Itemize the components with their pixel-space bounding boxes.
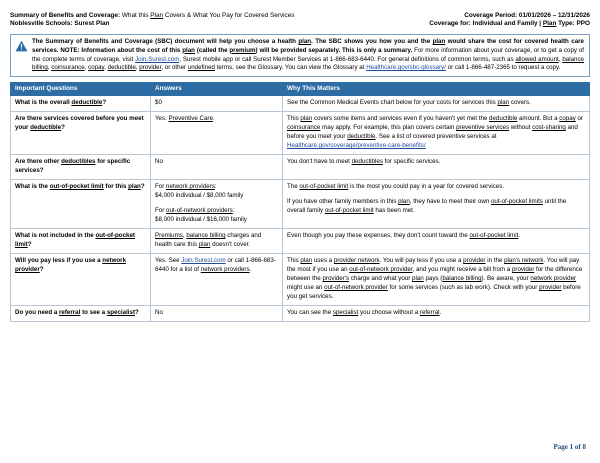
table-row (11, 96, 590, 112)
a4-a3: doesn't cover. (210, 240, 251, 248)
a4-a1: , (182, 231, 187, 239)
provider-term-3[interactable]: provider (539, 283, 562, 291)
question-overall-deductible (11, 96, 151, 112)
out-of-pocket-limits-term[interactable]: out-of-pocket limits (490, 197, 543, 205)
plan-term-2[interactable]: plan (432, 37, 446, 45)
w5-a4: in the (485, 256, 505, 264)
q1-pre: Are there services covered before you meet your (15, 115, 144, 132)
w3-p2-a1: If you have other family members in this (287, 197, 399, 205)
deductible-term[interactable]: deductible (30, 124, 62, 132)
why-not-included-oop (283, 228, 590, 253)
preventive-services-term[interactable]: preventive services (456, 124, 510, 132)
balance-billing-term[interactable]: balance billing (32, 55, 584, 72)
plan-term[interactable]: plan (398, 197, 410, 205)
q5-pre: Will you pay less if you use a (15, 256, 103, 264)
referral-term[interactable]: referral (419, 308, 440, 316)
table-header-row (11, 83, 590, 96)
coverage-period: Coverage Period: 01/01/2026 – 12/31/2026 (464, 12, 590, 19)
a3-l4: $8,000 individual / $16,000 family (155, 215, 247, 223)
plan-term-2[interactable]: plan (412, 274, 424, 282)
w5-a11: might use an (287, 283, 325, 291)
q5-post: ? (39, 265, 44, 273)
document-title-line (10, 12, 295, 20)
w5-a7: for the difference between the (287, 265, 583, 282)
coinsurance-term[interactable]: coinsurance (287, 124, 321, 132)
plan-term[interactable]: plan (128, 182, 141, 190)
network-provider-term[interactable]: network provider (15, 256, 127, 273)
a1-pre: Yes. (155, 115, 169, 123)
coverage-for-line (429, 20, 590, 28)
table-row (11, 228, 590, 253)
document-title-rest-2: Covers & What You Pay for Covered Services (163, 12, 295, 19)
w0-post: covers. (509, 99, 531, 107)
notice-seg-4: (called the (194, 46, 230, 54)
w2-post: for specific services. (382, 158, 441, 166)
premiums-term[interactable]: Premiums (155, 231, 183, 239)
referral-term[interactable]: referral (59, 308, 81, 316)
document-title: Summary of Benefits and Coverage: (10, 12, 121, 19)
undefined-term[interactable]: undefined (187, 64, 215, 72)
w1-a2: covers some items and services even if you haven't yet met the (312, 115, 490, 123)
q3-post: ? (140, 182, 145, 190)
a3-l1-post: : (214, 182, 217, 190)
provider-network-term[interactable]: provider network (333, 256, 380, 264)
provider-term[interactable]: provider (139, 64, 162, 72)
plan-term[interactable]: plan (300, 256, 313, 264)
out-of-network-provider-term-2[interactable]: out-of-network provider (324, 283, 388, 291)
page-number: Page 1 of 8 (553, 443, 586, 451)
column-header-why-this-matters: Why This Matters (283, 83, 590, 96)
coverage-for-suffix: Type: PPO (556, 20, 590, 28)
notice-seg-7: , Surest mobile app or call Surest Member Services at 1-866-683-6440. For general definitions of common terms, such as (179, 55, 516, 63)
w5-a5: . You will pay the most if you use an (287, 256, 580, 273)
coinsurance-term[interactable]: coinsurance (51, 64, 85, 72)
glossary-link[interactable]: Healthcare.gov/sbc-glossary/ (366, 64, 446, 72)
q0-pre: What is the overall (15, 99, 72, 107)
plans-network-term[interactable]: plan's network (504, 256, 544, 264)
w5-a9: pays ( (423, 274, 443, 282)
why-services-before-deductible (283, 112, 590, 155)
copay-term[interactable]: copay (559, 115, 576, 123)
column-header-answers: Answers (151, 83, 283, 96)
w5-a12: for some services (such as lab work). Check with your (387, 283, 540, 291)
w0-pre: See the Common Medical Events chart below for your costs for services this (287, 99, 498, 107)
question-out-of-pocket-limit (11, 179, 151, 228)
notice-seg-10: or call 1-866-487-2365 to request a copy. (445, 64, 561, 72)
deductibles-term[interactable]: deductibles (351, 158, 383, 166)
provider-term[interactable]: provider (463, 256, 486, 264)
w5-a6: , and you might receive a bill from a (412, 265, 512, 273)
w1-a1: This (287, 115, 301, 123)
network-providers-amounts (155, 183, 278, 201)
q1-post: ? (61, 124, 65, 132)
why-out-of-pocket-limit (283, 179, 590, 228)
w3-p2-a2: , they have to meet their own (409, 197, 491, 205)
question-referral-specialist (11, 305, 151, 321)
answer-network-provider (151, 253, 283, 305)
table-row (11, 179, 590, 228)
join-surest-link[interactable]: Join.Surest.com (135, 55, 180, 63)
a5-a1: Yes. See (155, 256, 182, 264)
out-of-pocket-limit-term[interactable]: out-of-pocket limit (15, 231, 135, 248)
w1-a8: . See a list of covered preventive services at (375, 133, 497, 141)
network-provider-term[interactable]: network provider (530, 274, 577, 282)
answer-overall-deductible: $0 (151, 96, 283, 112)
w1-a3: amount. But a (517, 115, 560, 123)
q4-pre: What is not included in the (15, 231, 96, 239)
notice-seg-2: . The SBC shows you how you and the (311, 37, 433, 45)
a3-l2: $4,000 individual / $8,000 family (155, 191, 244, 199)
premium-term[interactable]: premium (229, 46, 256, 54)
w1-a6: without (509, 124, 533, 132)
plan-term[interactable]: plan (300, 115, 313, 123)
cost-sharing-term[interactable]: cost-sharing (532, 124, 566, 132)
q6-post: to see a (80, 308, 107, 316)
w5-a13: before you get services. (287, 283, 581, 300)
answer-not-included-oop (151, 228, 283, 253)
q2-pre: Are there other (15, 158, 62, 166)
q0-post: ? (102, 99, 107, 107)
w3-p2-a3: until the overall family (287, 197, 567, 214)
table-row (11, 155, 590, 180)
document-title-rest-1: What this (120, 12, 151, 19)
a5-a3: . (249, 265, 252, 273)
w5-a2: uses a (312, 256, 334, 264)
why-other-deductibles (283, 155, 590, 180)
provider-term-2[interactable]: provider (511, 265, 535, 273)
question-other-deductibles (11, 155, 151, 180)
out-of-pocket-limit-term-2[interactable]: out-of-pocket limit (324, 206, 374, 214)
w4-post: . (518, 231, 521, 239)
out-of-pocket-limit-term[interactable]: out-of-pocket limit (469, 231, 519, 239)
notice-text: The Summary of Benefits and Coverage (SBC) document will help you choose a health plan. The SBC shows you how you and the plan would share the cost for covered health care services. NOTE: Information about the cost of this plan (called the premium) will be provided separately. This is only a summary. For more information about your coverage, or to get a copy of the complete terms of coverage, visit Join.Surest.com, Surest mobile app or call Surest Member Services at 1-866-683-6440. For general definitions of common terms, such as allowed amount, balance billing, coinsurance, copay, deductible, provider, or other undefined terms, see the Glossary. You can view the Glossary at Healthcare.gov/sbc-glossary/ or call 1-866-487-2365 to request a copy. (32, 37, 584, 72)
balance-billing-term[interactable]: balance billing (442, 274, 482, 282)
w1-a4: or (575, 115, 583, 123)
answer-other-deductibles: No (151, 155, 283, 180)
out-of-network-providers-term[interactable]: out-of-network providers (166, 206, 233, 214)
specialist-term[interactable]: specialist (332, 308, 359, 316)
coverage-for-prefix: Coverage for: Individual and Family | (429, 20, 543, 28)
specialist-term[interactable]: specialist (106, 308, 136, 316)
w5-a10: ). Be aware, your (481, 274, 531, 282)
answer-out-of-pocket-limit (151, 179, 283, 228)
notice-seg-6: For more information about your coverage, or to get a copy of the complete terms of coverage, visit (32, 46, 584, 63)
why-network-provider (283, 253, 590, 305)
w6-mid: you choose without a (358, 308, 420, 316)
w6-pre: You can see the (287, 308, 333, 316)
preventive-care-benefits-link[interactable]: Healthcare.gov/coverage/preventive-care-benefits/ (287, 142, 426, 150)
plan-type-term-link[interactable]: Plan (542, 20, 557, 28)
w2-pre: You don't have to meet (287, 158, 352, 166)
table-row (11, 305, 590, 321)
providers-term[interactable]: provider's (322, 274, 350, 282)
w4-pre: Even though you pay these expenses, they don't count toward the (287, 231, 470, 239)
a4-a2: charges and health care this (155, 231, 262, 248)
q3-pre: What is the (15, 182, 50, 190)
answer-services-before-deductible (151, 112, 283, 155)
header-left-block (10, 12, 295, 29)
question-not-included-oop (11, 228, 151, 253)
notice-seg-5: ) will be provided separately. This is only a summary. (255, 46, 413, 54)
question-network-provider (11, 253, 151, 305)
deductible-term[interactable]: deductible (71, 99, 103, 107)
a5-a2: or call 1-866-683-6440 for a list of (155, 256, 276, 273)
column-header-important-questions: Important Questions (11, 83, 151, 96)
plan-name: Noblesville Schools: Surest Plan (10, 20, 110, 28)
a1-post: . (212, 115, 215, 123)
plan-term-link[interactable]: Plan (150, 12, 164, 19)
q4-post: ? (27, 240, 32, 248)
plan-term[interactable]: plan (497, 99, 510, 107)
deductible-term-2[interactable]: deductible (347, 133, 376, 141)
out-of-network-providers-amounts (155, 207, 278, 225)
notice-seg-9: terms, see the Glossary. You can view the Glossary at (214, 64, 367, 72)
allowed-amount-term[interactable]: allowed amount (515, 55, 559, 63)
q6-pre: Do you need a (15, 308, 60, 316)
network-providers-term[interactable]: network providers (200, 265, 250, 273)
notice-seg-8: , or other (161, 64, 188, 72)
out-of-pocket-limit-term[interactable]: out-of-pocket limit (49, 182, 104, 190)
balance-billing-term[interactable]: balance billing (186, 231, 226, 239)
network-providers-term[interactable]: network providers (166, 182, 215, 190)
why-referral-specialist (283, 305, 590, 321)
w5-a3: . You will pay less if you use a (379, 256, 464, 264)
plan-term[interactable]: plan (298, 37, 312, 45)
w1-a7: and before you meet your (287, 124, 578, 141)
plan-term[interactable]: plan (198, 240, 211, 248)
notice-seg-1: The Summary of Benefits and Coverage (SBC) document will help you choose a health (32, 37, 299, 45)
q3-mid: for this (103, 182, 129, 190)
w1-a5: may apply. For example, this plan covers certain (320, 124, 457, 132)
deductible-term[interactable]: deductible (489, 115, 518, 123)
why-oop-p1 (287, 183, 585, 192)
a3-l3-post: : (232, 206, 235, 214)
document-header (10, 12, 590, 29)
notice-seg-3: would share the cost for covered health care services. NOTE: Information about the cost of this (32, 37, 584, 54)
join-surest-link[interactable]: Join.Surest.com (181, 256, 226, 264)
a3-l1-pre: For (155, 182, 167, 190)
q6-post2: ? (135, 308, 139, 316)
w6-post: . (439, 308, 442, 316)
plan-term-3[interactable]: plan (182, 46, 195, 54)
w5-a8: charge and what your (349, 274, 413, 282)
why-oop-p2 (287, 198, 585, 216)
copay-term[interactable]: copay (88, 64, 105, 72)
w3-p1-post: is the most you could pay in a year for covered services. (348, 182, 505, 190)
important-questions-table (10, 82, 590, 322)
w3-p2-a4: has been met. (373, 206, 415, 214)
question-services-before-deductible (11, 112, 151, 155)
out-of-pocket-limit-term[interactable]: out-of-pocket limit (299, 182, 349, 190)
table-row (11, 253, 590, 305)
header-right-block (429, 12, 590, 29)
deductibles-term[interactable]: deductibles (61, 158, 96, 166)
a3-l3-pre: For (155, 206, 167, 214)
w5-a1: This (287, 256, 301, 264)
warning-triangle-icon (15, 38, 28, 57)
preventive-care-term[interactable]: Preventive Care (168, 115, 213, 123)
table-row (11, 112, 590, 155)
w3-p1-pre: The (287, 182, 300, 190)
sbc-notice-box (10, 34, 590, 77)
deductible-term[interactable]: deductible (107, 64, 136, 72)
q2-post: for specific services? (15, 158, 131, 174)
why-overall-deductible (283, 96, 590, 112)
answer-referral-specialist: No (151, 305, 283, 321)
out-of-network-provider-term[interactable]: out-of-network provider (349, 265, 413, 273)
